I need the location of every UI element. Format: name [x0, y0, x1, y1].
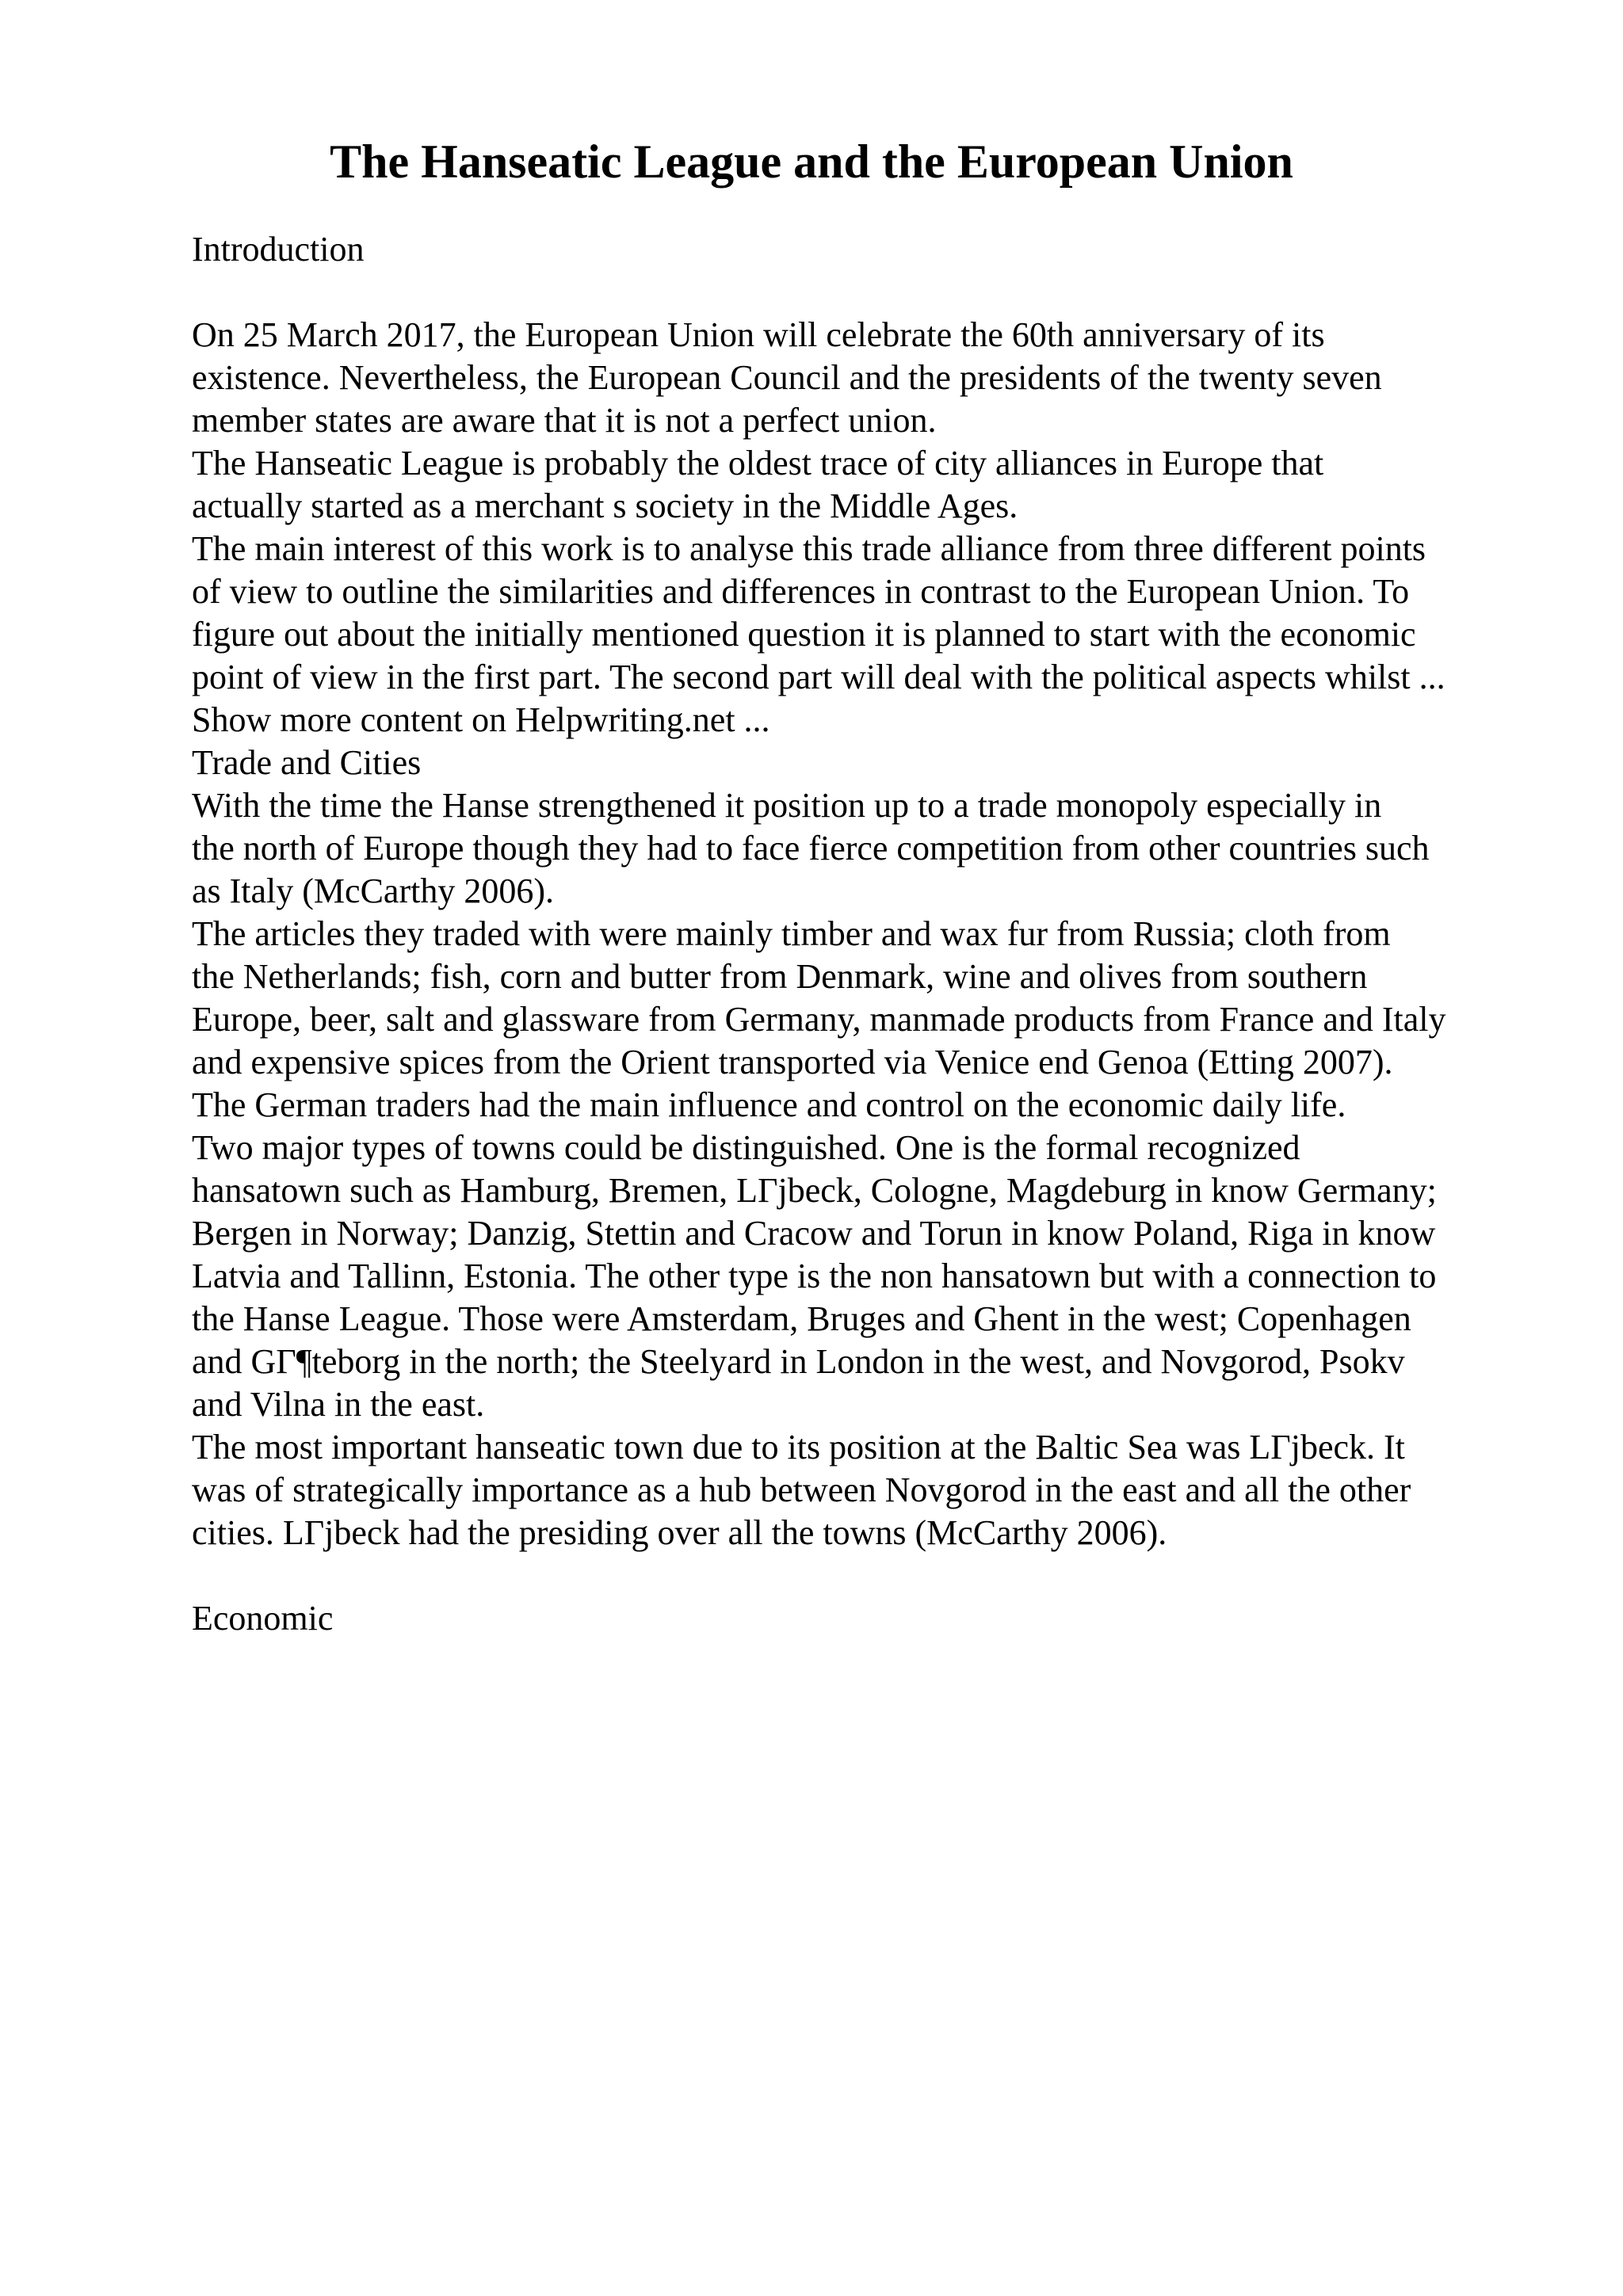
text-line: as Italy (McCarthy 2006). — [192, 871, 554, 910]
text-line: figure out about the initially mentioned question it is planned to start with the economic — [192, 615, 1416, 654]
text-line: point of view in the first part. The second part will deal with the political aspects whilst ... — [192, 658, 1445, 696]
text-line: Bergen in Norway; Danzig, Stettin and Cracow and Torun in know Poland, Riga in know — [192, 1214, 1436, 1253]
document-body — [192, 228, 1539, 1640]
text-line: The articles they traded with were mainly timber and wax fur from Russia; cloth from — [192, 914, 1391, 953]
text-line: Introduction — [192, 230, 365, 269]
text-line: actually started as a merchant s society in the Middle Ages. — [192, 486, 1018, 525]
text-line: was of strategically importance as a hub between Novgorod in the east and all the other — [192, 1470, 1411, 1509]
blank-line — [192, 1554, 1539, 1597]
text-line: and Vilna in the east. — [192, 1385, 485, 1424]
text-line: existence. Nevertheless, the European Council and the presidents of the twenty seven — [192, 358, 1382, 397]
document-title: The Hanseatic League and the European Union — [330, 135, 1293, 188]
text-line: With the time the Hanse strengthened it position up to a trade monopoly especially in — [192, 786, 1382, 825]
text-line: member states are aware that it is not a perfect union. — [192, 401, 937, 440]
text-line: Trade and Cities — [192, 743, 422, 782]
text-line: the north of Europe though they had to face fierce competition from other countries such — [192, 829, 1430, 868]
text-line: hansatown such as Hamburg, Bremen, LΓjbeck, Cologne, Magdeburg in know Germany; — [192, 1171, 1437, 1210]
text-line: On 25 March 2017, the European Union will celebrate the 60th anniversary of its — [192, 315, 1325, 354]
text-line: the Hanse League. Those were Amsterdam, Bruges and Ghent in the west; Copenhagen — [192, 1299, 1411, 1338]
text-line: Show more content on Helpwriting.net ... — [192, 700, 770, 739]
text-line: The Hanseatic League is probably the oldest trace of city alliances in Europe that — [192, 444, 1324, 482]
text-line: and expensive spices from the Orient transported via Venice end Genoa (Etting 2007). — [192, 1043, 1393, 1081]
text-line: of view to outline the similarities and differences in contrast to the European Union. To — [192, 572, 1410, 611]
text-line: Europe, beer, salt and glassware from Germany, manmade products from France and Italy — [192, 1000, 1446, 1039]
text-line: cities. LΓjbeck had the presiding over all the towns (McCarthy 2006). — [192, 1513, 1167, 1552]
text-line: Two major types of towns could be distinguished. One is the formal recognized — [192, 1128, 1300, 1167]
text-line: The German traders had the main influence and control on the economic daily life. — [192, 1085, 1346, 1124]
text-line: and GΓ¶teborg in the north; the Steelyard in London in the west, and Novgorod, Psokv — [192, 1342, 1405, 1381]
text-line: The most important hanseatic town due to its position at the Baltic Sea was LΓjbeck. It — [192, 1428, 1405, 1466]
blank-line — [192, 271, 1539, 314]
text-line: The main interest of this work is to analyse this trade alliance from three different points — [192, 529, 1426, 568]
text-line: the Netherlands; fish, corn and butter from Denmark, wine and olives from southern — [192, 957, 1368, 996]
text-line: Latvia and Tallinn, Estonia. The other type is the non hansatown but with a connection to — [192, 1257, 1437, 1295]
text-line: Economic — [192, 1599, 334, 1638]
